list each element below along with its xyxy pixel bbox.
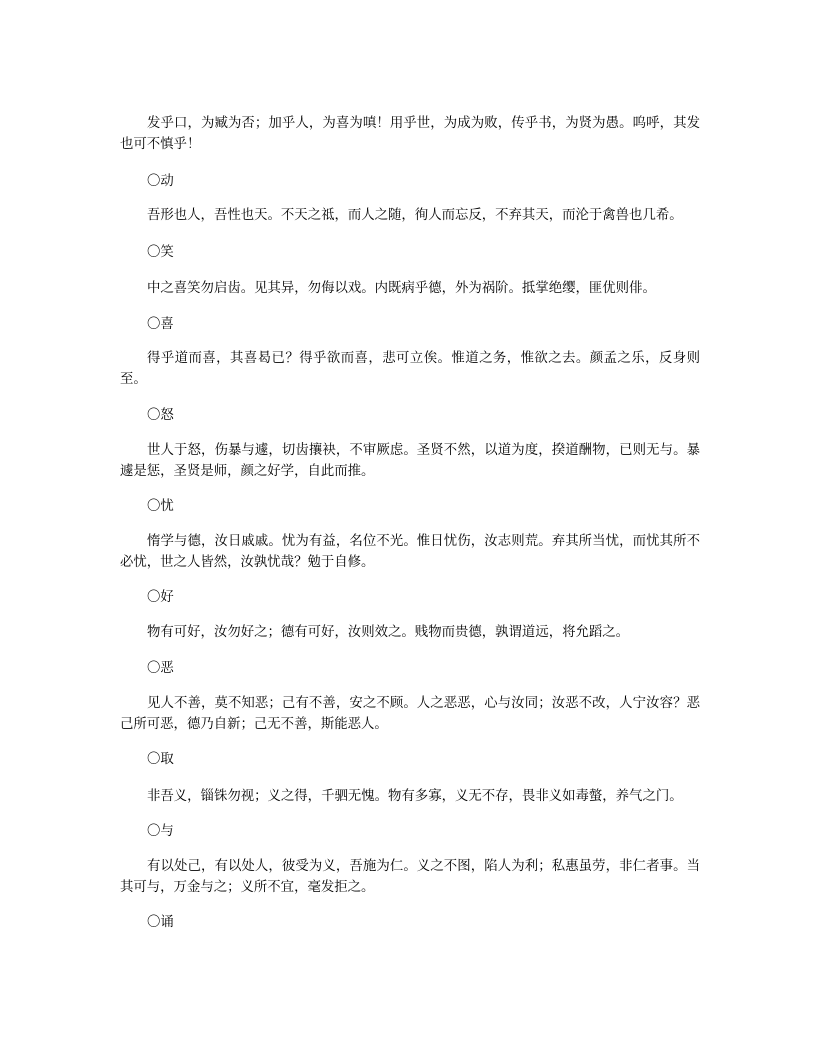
section-heading-joy: 〇喜 [147,317,174,332]
paragraph-give: 有以处己，有以处人，彼受为义，吾施为仁。义之不图，陷人为利；私惠虽劳，非仁者事。当其可与，万金与之；义所不宜，毫发拒之。 [120,859,700,895]
paragraph-like: 物有可好，汝勿好之；德有可好，汝则效之。贱物而贵德，孰谓道远，将允蹈之。 [147,625,630,640]
section-heading-hate: 〇恶 [147,661,174,676]
paragraph-laugh: 中之喜笑勿启齿。见其异，勿侮以戏。内既病乎德，外为祸阶。抵掌绝缨，匪优则俳。 [147,281,656,296]
paragraph-joy: 得乎道而喜，其喜曷已？得乎欲而喜，悲可立俟。惟道之务，惟欲之去。颜孟之乐，反身则至。 [120,351,700,387]
section-heading-move: 〇动 [147,174,174,189]
paragraph-speech: 发乎口，为臧为否；加乎人，为喜为嗔！用乎世，为成为败，传乎书，为贤为愚。呜呼，其发也可不慎乎！ [120,116,700,152]
paragraph-anger: 世人于怒，伤暴与遽，切齿攘袂，不审厥虑。圣贤不然，以道为度，揆道酬物，已则无与。暴遽是惩，圣贤是师，颜之好学，自此而推。 [120,443,700,479]
paragraph-worry: 惰学与德，汝日戚戚。忧为有益，名位不光。惟日忧伤，汝志则荒。弃其所当忧，而忧其所不必忧，世之人皆然，汝孰忧哉？勉于自修。 [120,534,700,570]
paragraph-move: 吾形也人，吾性也天。不天之祗，而人之随，徇人而忘反，不弃其天，而沦于禽兽也几希。 [147,208,683,223]
section-heading-recite: 〇诵 [147,915,174,930]
paragraph-take: 非吾义，锱铢勿视；义之得，千驷无愧。物有多寡，义无不存，畏非义如毒螫，养气之门。 [147,789,683,804]
section-heading-like: 〇好 [147,590,174,605]
section-heading-worry: 〇忧 [147,499,174,514]
section-heading-laugh: 〇笑 [147,245,174,260]
section-heading-take: 〇取 [147,752,174,767]
paragraph-hate: 见人不善，莫不知恶；己有不善，安之不顾。人之恶恶，心与汝同；汝恶不改，人宁汝容？恶己所可恶，德乃自新；己无不善，斯能恶人。 [120,696,700,732]
section-heading-anger: 〇怒 [147,408,174,423]
section-heading-give: 〇与 [147,824,174,839]
